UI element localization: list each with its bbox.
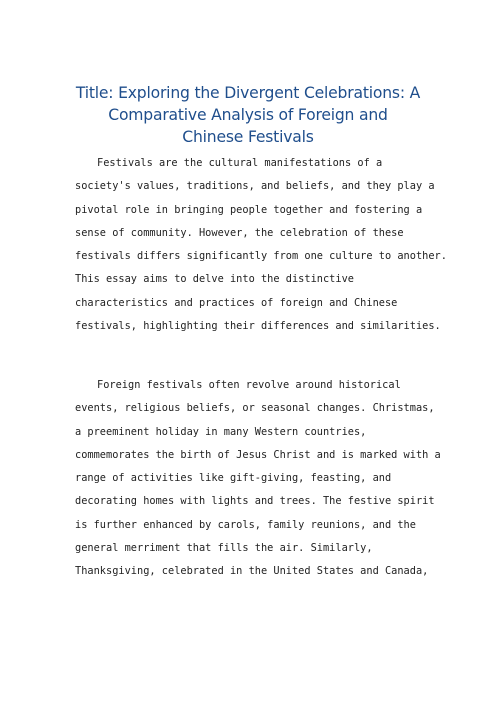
text-line: decorating homes with lights and trees. The festive spirit xyxy=(75,495,435,508)
title-line: Title: Exploring the Divergent Celebrations: A xyxy=(75,84,421,102)
text-line: Foreign festivals often revolve around historical xyxy=(97,379,401,391)
text-line: Festivals are the cultural manifestations of a xyxy=(97,157,383,169)
text-line: Thanksgiving, celebrated in the United States and Canada, xyxy=(75,565,429,578)
paragraph-foreign-festivals xyxy=(75,374,441,584)
text-line: is further enhanced by carols, family reunions, and the xyxy=(75,518,416,531)
text-line: pivotal role in bringing people together and fostering a xyxy=(75,203,423,216)
text-line: festivals differs significantly from one culture to another. xyxy=(75,250,447,263)
document-title xyxy=(60,82,436,148)
title-line: Comparative Analysis of Foreign and xyxy=(108,106,388,124)
text-line: sense of community. However, the celebration of these xyxy=(75,226,404,239)
text-line: festivals, highlighting their differences and similarities. xyxy=(75,320,441,333)
text-line: This essay aims to delve into the distinctive xyxy=(75,273,354,286)
text-line: events, religious beliefs, or seasonal changes. Christmas, xyxy=(75,402,435,415)
text-line: commemorates the birth of Jesus Christ and is marked with a xyxy=(75,448,441,461)
text-line: society's values, traditions, and beliefs, and they play a xyxy=(75,180,435,193)
text-line: general merriment that fills the air. Similarly, xyxy=(75,542,373,555)
title-line: Chinese Festivals xyxy=(182,128,314,146)
text-line: range of activities like gift-giving, feasting, and xyxy=(75,472,392,485)
text-line: a preeminent holiday in many Western countries, xyxy=(75,425,367,438)
text-line: characteristics and practices of foreign and Chinese xyxy=(75,296,398,309)
paragraph-intro xyxy=(75,152,447,338)
